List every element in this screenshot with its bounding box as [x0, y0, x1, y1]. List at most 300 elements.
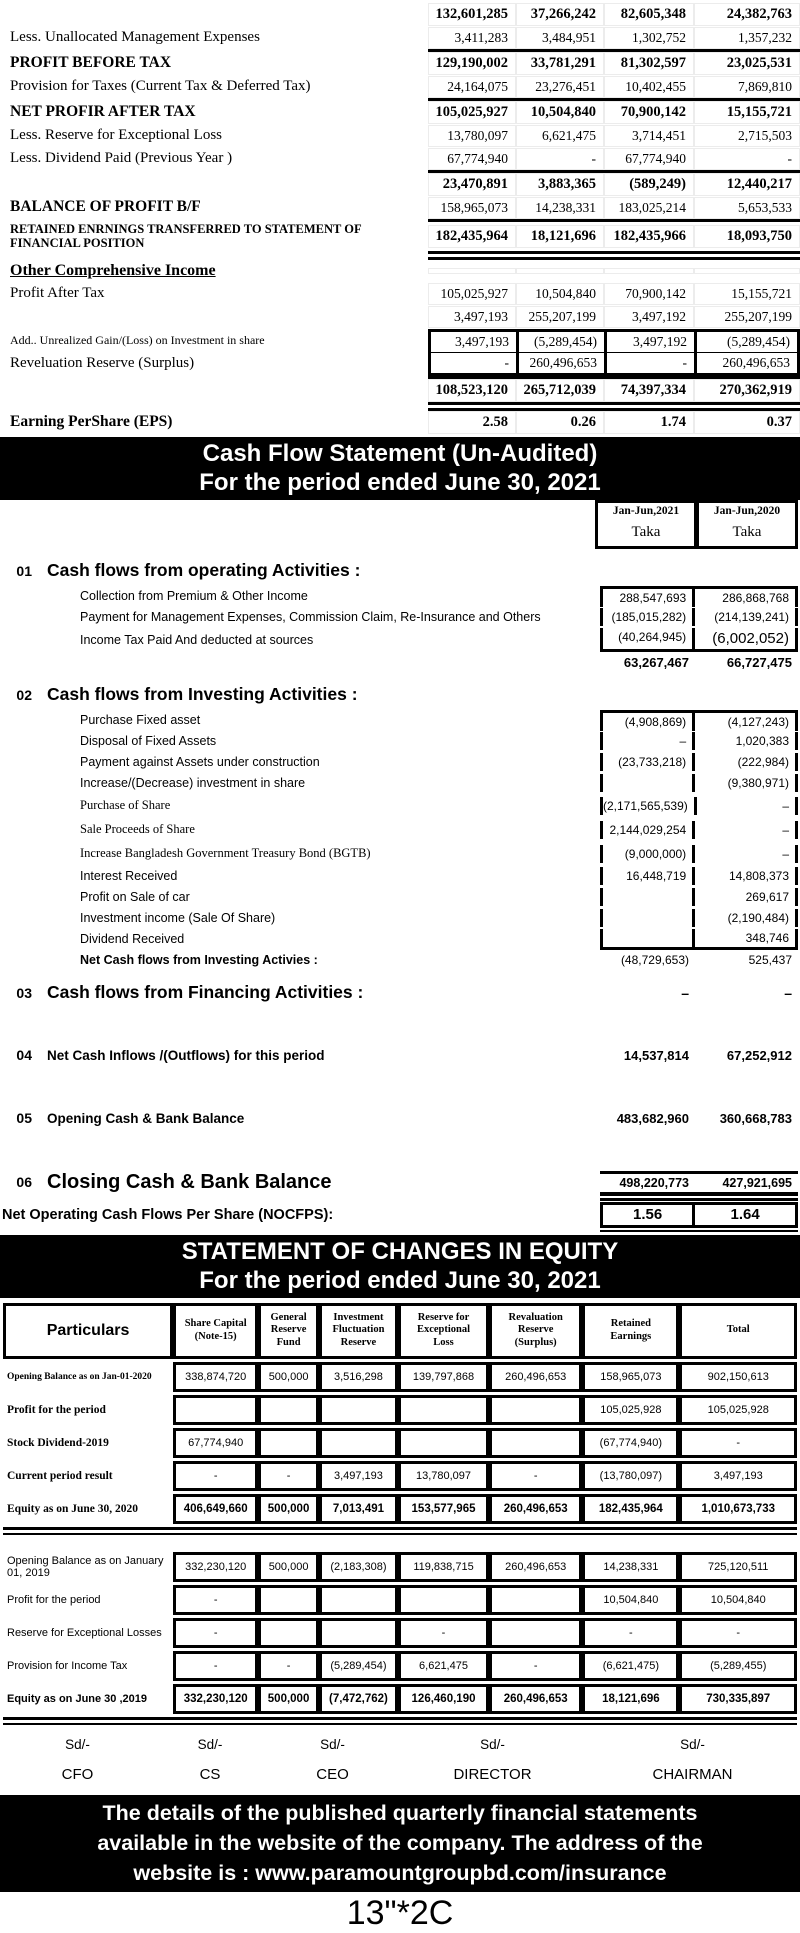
- value-cell: [258, 1395, 319, 1425]
- value-cell: 14,238,331: [516, 197, 604, 219]
- value-cell: (5,289,454): [694, 329, 800, 353]
- row-values: [600, 888, 798, 906]
- value-cell: 288,547,693: [603, 589, 695, 607]
- cashflow-row: [0, 752, 800, 773]
- period-label: Jan-Jun,2020: [713, 504, 781, 517]
- row-values: [600, 929, 798, 950]
- row-label: Less. Unallocated Management Expenses: [10, 28, 260, 45]
- value-cell: 525,437: [748, 953, 792, 968]
- table-row: [0, 124, 800, 147]
- header-line: Reserve for: [417, 1311, 470, 1323]
- signature-role: CEO: [316, 1765, 349, 1783]
- row-values: [428, 329, 800, 353]
- value-cell: 270,362,919: [694, 379, 800, 402]
- value-cell: 260,496,653: [489, 1684, 582, 1714]
- row-label: PROFIT BEFORE TAX: [10, 54, 172, 72]
- value-cell: 13,780,097: [428, 125, 516, 147]
- section-number: 02: [16, 686, 32, 703]
- value-cell: 18,093,750: [694, 225, 800, 248]
- signature-role: CHAIRMAN: [652, 1765, 733, 1783]
- table-row: [3, 1494, 797, 1524]
- table-row: [3, 1395, 797, 1425]
- value-cell: 139,797,868: [398, 1362, 489, 1392]
- row-label: Net Cash flows from Investing Activies :: [80, 953, 318, 968]
- row-label: Dividend Received: [80, 932, 185, 947]
- value-cell: 500,000: [258, 1494, 319, 1524]
- value-cell: 2,715,503: [694, 125, 800, 147]
- value-cell: 12,440,217: [694, 173, 800, 196]
- row-label: Profit for the period: [7, 1403, 106, 1416]
- period-header-box: [595, 500, 697, 549]
- value-cell: 1.64: [730, 1205, 760, 1223]
- value-cell: (185,015,282): [603, 608, 695, 626]
- rule-bar: [428, 402, 800, 411]
- equity-table: [3, 1300, 797, 1527]
- value-cell: –: [784, 984, 792, 1001]
- cashflow-row: [0, 887, 800, 908]
- table-row: [3, 1651, 797, 1681]
- row-values: [428, 306, 800, 328]
- row-values: [428, 125, 800, 147]
- cashflow-row: [0, 818, 800, 842]
- signature-sd: Sd/-: [65, 1736, 90, 1752]
- row-values: [428, 225, 800, 248]
- value-cell: 265,712,039: [516, 379, 604, 402]
- row-values: [428, 101, 800, 124]
- unit-label: Taka: [732, 523, 762, 540]
- value-cell: (5,289,455): [679, 1651, 797, 1681]
- value-cell: [489, 1585, 582, 1615]
- row-label: Provision for Income Tax: [7, 1659, 128, 1672]
- value-cell: 23,470,891: [428, 173, 516, 196]
- row-values: [428, 353, 800, 376]
- table-row: [3, 1585, 797, 1615]
- signature-block: [155, 1737, 265, 1783]
- value-cell: 269,617: [745, 890, 789, 905]
- row-values: [600, 909, 798, 927]
- value-cell: 332,230,120: [173, 1684, 258, 1714]
- table-row: [0, 260, 800, 283]
- header-line: Earnings: [610, 1330, 652, 1342]
- row-label: Opening Balance as on January 01, 2019: [7, 1554, 164, 1579]
- row-values: [600, 797, 798, 815]
- row-values: [428, 197, 800, 219]
- cashflow-row: [0, 652, 800, 673]
- value-cell: 33,781,291: [516, 52, 604, 75]
- row-label: Earning PerShare (EPS): [10, 413, 173, 431]
- row-values: [600, 586, 798, 607]
- value-cell: 158,965,073: [582, 1362, 679, 1392]
- row-values: [600, 845, 798, 863]
- value-cell: 1.56: [603, 1205, 695, 1225]
- section-title: Cash flows from Financing Activities :: [47, 981, 364, 1002]
- value-cell: -: [516, 148, 604, 170]
- value-cell: 348,746: [745, 930, 789, 945]
- value-cell: 260,496,653: [694, 353, 800, 376]
- section-number: 05: [16, 1110, 32, 1127]
- value-cell: 67,774,940: [173, 1428, 258, 1458]
- summary-row: [0, 1171, 800, 1194]
- column-header: [489, 1303, 582, 1359]
- header-line: Retained: [610, 1318, 651, 1330]
- row-values: [600, 653, 798, 672]
- row-label: Purchase Fixed asset: [80, 713, 201, 728]
- value-cell: 286,868,768: [722, 590, 789, 605]
- value-cell: (7,472,762): [319, 1684, 398, 1714]
- value-cell: 182,435,964: [428, 225, 516, 248]
- row-label: Increase Bangladesh Government Treasury Bond (BGTB): [80, 846, 371, 861]
- cashflow-row: [0, 929, 800, 950]
- header-line: (Note-15): [194, 1330, 237, 1342]
- row-label: BALANCE OF PROFIT B/F: [10, 198, 201, 216]
- value-cell: 82,605,348: [604, 3, 694, 26]
- table-row: [0, 75, 800, 98]
- value-cell: 3,516,298: [319, 1362, 398, 1392]
- value-cell: 108,523,120: [428, 379, 516, 402]
- row-values: [600, 710, 798, 731]
- summary-row: [0, 1045, 800, 1066]
- summary-row: [0, 1108, 800, 1129]
- row-label: Net Operating Cash Flows Per Share (NOCFPS):: [2, 1206, 334, 1223]
- table-row: [3, 1428, 797, 1458]
- value-cell: 74,397,334: [604, 379, 694, 402]
- row-label: Other Comprehensive Income: [10, 261, 216, 279]
- value-cell: -: [694, 148, 800, 170]
- row-label: Stock Dividend-2019: [7, 1436, 109, 1449]
- value-cell: -: [398, 1618, 489, 1648]
- value-cell: (2,171,565,539): [603, 797, 697, 815]
- section-title: Cash flows from Investing Activities :: [47, 683, 358, 704]
- header-line: Investment: [333, 1311, 384, 1323]
- signature-sd: Sd/-: [197, 1736, 223, 1752]
- value-cell: -: [489, 1651, 582, 1681]
- value-cell: 1,302,752: [604, 27, 694, 49]
- row-values: [428, 76, 800, 98]
- value-cell: 902,150,613: [679, 1362, 797, 1392]
- cashflow-banner-line1: Cash Flow Statement (Un-Audited): [202, 439, 598, 467]
- value-cell: 1,010,673,733: [679, 1494, 797, 1524]
- value-cell: [604, 268, 694, 274]
- header-line: General: [270, 1311, 307, 1323]
- equity-banner-line1: STATEMENT OF CHANGES IN EQUITY: [181, 1237, 619, 1265]
- value-cell: [258, 1428, 319, 1458]
- value-cell: 70,900,142: [604, 101, 694, 124]
- cashflow-row: [0, 842, 800, 866]
- table-row: [0, 173, 800, 196]
- row-values: [600, 1046, 798, 1065]
- signature-sd: Sd/-: [480, 1736, 505, 1752]
- row-values: [428, 283, 800, 305]
- header-line: (Surplus): [514, 1337, 557, 1349]
- row-values: [600, 753, 798, 771]
- value-cell: -: [258, 1461, 319, 1491]
- value-cell: 255,207,199: [516, 306, 604, 328]
- value-cell: 37,266,242: [516, 3, 604, 26]
- value-cell: 14,808,373: [728, 869, 789, 884]
- row-values: [428, 27, 800, 49]
- header-line: Loss: [433, 1337, 454, 1349]
- value-cell: -: [428, 353, 516, 376]
- row-label: Collection from Premium & Other Income: [80, 589, 308, 604]
- header-row: [3, 1303, 797, 1359]
- value-cell: 14,238,331: [582, 1552, 679, 1582]
- value-cell: -: [679, 1618, 797, 1648]
- value-cell: 67,774,940: [604, 148, 694, 170]
- value-cell: 260,496,653: [516, 353, 604, 376]
- value-cell: 500,000: [258, 1362, 319, 1392]
- rule-bar: [428, 219, 800, 222]
- double-rule: [3, 1527, 797, 1535]
- value-cell: -: [173, 1618, 258, 1648]
- value-cell: 260,496,653: [489, 1494, 582, 1524]
- column-header: [582, 1303, 679, 1359]
- table-row: [0, 329, 800, 353]
- row-values: [600, 951, 798, 969]
- value-cell: (5,289,454): [516, 329, 604, 353]
- section-heading: [0, 560, 800, 581]
- double-rule: [0, 1194, 798, 1201]
- value-cell: 3,497,193: [679, 1461, 797, 1491]
- cashflow-row: [0, 908, 800, 929]
- row-label: Disposal of Fixed Assets: [80, 734, 217, 749]
- section-heading: [0, 982, 800, 1003]
- value-cell: 500,000: [258, 1552, 319, 1582]
- value-cell: (5,289,454): [319, 1651, 398, 1681]
- value-cell: [398, 1395, 489, 1425]
- value-cell: -: [173, 1461, 258, 1491]
- row-label: Less. Dividend Paid (Previous Year ): [10, 149, 233, 166]
- row-label: Add.. Unrealized Gain/(Loss) on Investment in share: [10, 333, 265, 348]
- profit-statement-table: [0, 0, 800, 434]
- value-cell: 105,025,927: [428, 101, 516, 124]
- row-values: [428, 411, 800, 434]
- rule-bar: [600, 1194, 798, 1201]
- column-header: [173, 1303, 258, 1359]
- column-header: [319, 1303, 398, 1359]
- value-cell: 332,230,120: [173, 1552, 258, 1582]
- value-cell: 105,025,927: [428, 283, 516, 305]
- value-cell: 3,484,951: [516, 27, 604, 49]
- value-cell: [489, 1428, 582, 1458]
- table-row: [0, 353, 800, 376]
- row-values: [428, 148, 800, 170]
- column-header: [679, 1303, 797, 1359]
- value-cell: 3,497,193: [428, 329, 516, 353]
- value-cell: [603, 888, 695, 906]
- cashflow-row: [0, 950, 800, 971]
- row-values: [428, 3, 800, 26]
- row-label: Net Cash Inflows /(Outflows) for this period: [47, 1047, 325, 1063]
- equity-tables: [0, 1300, 800, 1725]
- row-label: Reserve for Exceptional Losses: [7, 1626, 162, 1639]
- cashflow-row: [0, 866, 800, 887]
- signature-sd: Sd/-: [680, 1736, 705, 1752]
- equity-banner: [0, 1235, 800, 1298]
- value-cell: 66,727,475: [726, 654, 792, 670]
- rule-bar: [428, 251, 800, 260]
- row-values: [600, 732, 798, 750]
- row-label: Investment income (Sale Of Share): [80, 911, 276, 926]
- value-cell: 182,435,964: [582, 1494, 679, 1524]
- cashflow-row: [0, 607, 800, 628]
- value-cell: [319, 1585, 398, 1615]
- value-cell: (48,729,653): [620, 953, 689, 968]
- value-cell: -: [604, 353, 694, 376]
- row-values: [600, 1171, 798, 1194]
- rule-spacer: [0, 170, 428, 173]
- header-line: Share Capital: [184, 1318, 247, 1330]
- value-cell: 158,965,073: [428, 197, 516, 219]
- row-values: [428, 268, 800, 274]
- value-cell: 498,220,773: [600, 1174, 695, 1194]
- unit-label: Taka: [631, 523, 661, 540]
- nocfps-row: [0, 1202, 800, 1228]
- period-label: Jan-Jun,2021: [612, 504, 680, 517]
- value-cell: 126,460,190: [398, 1684, 489, 1714]
- value-cell: 119,838,715: [398, 1552, 489, 1582]
- value-cell: 67,252,912: [726, 1047, 792, 1063]
- value-cell: [603, 774, 695, 792]
- value-cell: 427,921,695: [695, 1174, 798, 1194]
- row-values: [600, 608, 798, 626]
- row-values: [600, 867, 798, 885]
- signature-role: CFO: [61, 1765, 94, 1783]
- signature-block: [585, 1737, 800, 1783]
- value-cell: [319, 1428, 398, 1458]
- row-label: Reveluation Reserve (Surplus): [10, 355, 195, 372]
- row-label: Payment for Management Expenses, Commission Claim, Re-Insurance and Others: [80, 610, 541, 625]
- value-cell: (589,249): [604, 173, 694, 196]
- signature-sd: Sd/-: [320, 1736, 345, 1752]
- double-rule: [3, 1717, 797, 1725]
- value-cell: (6,621,475): [582, 1651, 679, 1681]
- table-row: [0, 411, 800, 434]
- value-cell: (67,774,940): [582, 1428, 679, 1458]
- value-cell: [398, 1428, 489, 1458]
- value-cell: 1,020,383: [735, 734, 789, 749]
- value-cell: 7,869,810: [694, 76, 800, 98]
- value-cell: 16,448,719: [603, 867, 695, 885]
- signature-role: DIRECTOR: [453, 1765, 532, 1783]
- row-label: Closing Cash & Bank Balance: [47, 1170, 332, 1193]
- header-line: Exceptional: [416, 1324, 471, 1336]
- rule-row: [0, 1230, 798, 1232]
- value-cell: 15,155,721: [694, 101, 800, 124]
- value-cell: 360,668,783: [719, 1110, 792, 1126]
- table-row: [0, 196, 800, 219]
- header-line: Total: [726, 1324, 750, 1336]
- value-cell: 3,497,192: [604, 306, 694, 328]
- value-cell: 6,621,475: [398, 1651, 489, 1681]
- value-cell: 10,402,455: [604, 76, 694, 98]
- signature-role: CS: [199, 1765, 221, 1783]
- value-cell: 0.37: [694, 411, 800, 434]
- value-cell: (6,002,052): [712, 629, 789, 647]
- value-cell: 725,120,511: [679, 1552, 797, 1582]
- footer-line: available in the website of the company. The address of the: [97, 1830, 703, 1855]
- value-cell: [489, 1618, 582, 1648]
- table-row: [0, 222, 800, 251]
- value-cell: 105,025,928: [679, 1395, 797, 1425]
- value-cell: 15,155,721: [694, 283, 800, 305]
- value-cell: 500,000: [258, 1684, 319, 1714]
- value-cell: 3,883,365: [516, 173, 604, 196]
- value-cell: (9,380,971): [727, 776, 789, 791]
- rule-row: [0, 251, 800, 260]
- row-label: Profit on Sale of car: [80, 890, 190, 905]
- value-cell: 63,267,467: [623, 654, 689, 670]
- footer-line: website is : www.paramountgroupbd.com/insurance: [133, 1860, 667, 1885]
- row-values: [600, 1109, 798, 1128]
- value-cell: 406,649,660: [173, 1494, 258, 1524]
- cashflow-body: [0, 560, 800, 1232]
- value-cell: -: [582, 1618, 679, 1648]
- section-number: 03: [16, 984, 32, 1001]
- table-row: [3, 1461, 797, 1491]
- header-line: Revaluation: [508, 1311, 563, 1323]
- column-header: [258, 1303, 319, 1359]
- value-cell: 483,682,960: [616, 1110, 689, 1126]
- value-cell: [489, 1395, 582, 1425]
- value-cell: (23,733,218): [603, 753, 695, 771]
- row-values: [600, 821, 798, 839]
- value-cell: 10,504,840: [679, 1585, 797, 1615]
- table-row: [0, 379, 800, 402]
- header-line: Reserve: [340, 1337, 377, 1349]
- header-line: Fluctuation: [332, 1324, 385, 1336]
- table-row: [3, 1618, 797, 1648]
- cashflow-column-headers: [0, 500, 798, 549]
- row-values: [428, 379, 800, 402]
- header-line: Fund: [276, 1337, 301, 1349]
- value-cell: 24,382,763: [694, 3, 800, 26]
- rule-row: [0, 402, 800, 411]
- row-label: Income Tax Paid And deducted at sources: [80, 632, 314, 647]
- value-cell: (2,190,484): [727, 911, 789, 926]
- value-cell: –: [782, 822, 789, 837]
- row-values: [428, 52, 800, 75]
- rule-spacer: [0, 402, 428, 411]
- value-cell: -: [173, 1651, 258, 1681]
- table-row: [0, 147, 800, 170]
- row-label: Less. Reserve for Exceptional Loss: [10, 126, 223, 143]
- value-cell: (13,780,097): [582, 1461, 679, 1491]
- table-row: [0, 283, 800, 306]
- value-cell: 132,601,285: [428, 3, 516, 26]
- value-cell: 182,435,966: [604, 225, 694, 248]
- rule-spacer: [0, 49, 428, 52]
- header-line: Reserve: [270, 1324, 307, 1336]
- section-number: 06: [16, 1174, 32, 1191]
- row-label: Opening Cash & Bank Balance: [47, 1110, 245, 1126]
- value-cell: 7,013,491: [319, 1494, 398, 1524]
- value-cell: [398, 1585, 489, 1615]
- row-label: Payment against Assets under construction: [80, 755, 320, 770]
- table-row: [0, 101, 800, 124]
- rule-spacer: [0, 376, 428, 379]
- value-cell: 1.74: [604, 411, 694, 434]
- row-label: Interest Received: [80, 869, 178, 884]
- value-cell: 338,874,720: [173, 1362, 258, 1392]
- value-cell: 2.58: [428, 411, 516, 434]
- value-cell: 3,411,283: [428, 27, 516, 49]
- value-cell: 10,504,840: [516, 283, 604, 305]
- cashflow-row: [0, 731, 800, 752]
- value-cell: (214,139,241): [714, 610, 789, 625]
- value-cell: [428, 268, 516, 274]
- row-label: Profit After Tax: [10, 285, 105, 302]
- value-cell: 18,121,696: [516, 225, 604, 248]
